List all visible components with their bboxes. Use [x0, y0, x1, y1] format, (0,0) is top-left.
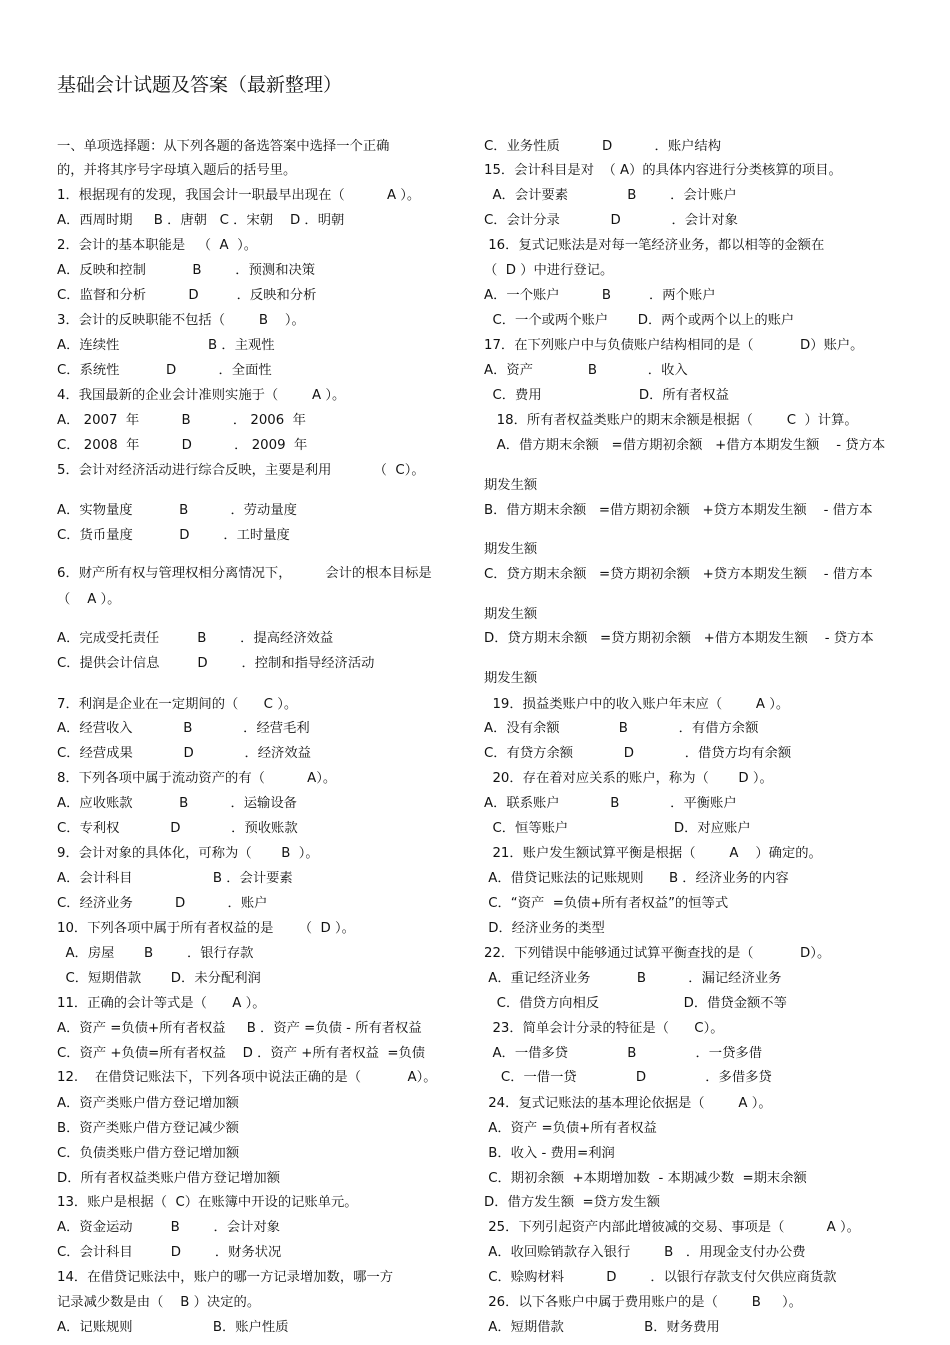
right-line-4: C．会计分录 D ．会计对象: [484, 213, 738, 228]
left-line-39: C．负债类账户借方登记增加额: [57, 1146, 240, 1161]
right-line-9: 17．在下列账户中与负债账户结构相同的是（ D）账户。: [484, 338, 864, 353]
left-line-5: 2．会计的基本职能是 （ A ）。: [57, 238, 258, 253]
right-line-19: D．贷方期末余额 =贷方期初余额 +借方本期发生额 - 贷方本: [484, 631, 874, 646]
right-line-41: D．借方发生额 =贷方发生额: [484, 1195, 661, 1210]
right-line-17: C．贷方期末余额 =贷方期初余额 +贷方本期发生额 - 借方本: [484, 567, 873, 582]
left-line-15: A．实物量度 B ．劳动量度: [57, 503, 297, 518]
right-line-36: C．一借一贷 D ．多借多贷: [484, 1070, 772, 1085]
right-line-7: A．一个账户 B ．两个账户: [484, 288, 716, 303]
left-line-20: C．提供会计信息 D ．控制和指导经济活动: [57, 656, 375, 671]
left-line-6: A．反映和控制 B ．预测和决策: [57, 263, 316, 278]
right-line-26: C．恒等账户 D．对应账户: [484, 821, 751, 836]
right-line-18: 期发生额: [484, 607, 538, 622]
right-line-34: 23．简单会计分录的特征是（ C）。: [484, 1021, 724, 1036]
left-line-44: 14．在借贷记账法中，账户的哪一方记录增加数，哪一方: [57, 1270, 394, 1285]
left-line-21: 7．利润是企业在一定期间的（ C ）。: [57, 697, 298, 712]
right-line-22: A．没有余额 B ．有借方余额: [484, 721, 759, 736]
left-line-28: A．会计科目 B ．会计要素: [57, 871, 293, 886]
left-line-29: C．经济业务 D ．账户: [57, 896, 268, 911]
right-line-42: 25．下列引起资产内部此增彼减的交易、事项是（ A ）。: [484, 1220, 860, 1235]
right-line-23: C．有贷方余额 D ．借贷方均有余额: [484, 746, 792, 761]
right-line-8: C．一个或两个账户 D．两个或两个以上的账户: [484, 313, 795, 328]
right-line-2: 15．会计科目是对 （ A）的具体内容进行分类核算的项目。: [484, 163, 842, 178]
right-line-3: A．会计要素 B ．会计账户: [484, 188, 737, 203]
right-line-46: A．短期借款 B．财务费用: [484, 1320, 720, 1335]
left-line-12: A． 2007 年 B ． 2006 年: [57, 413, 306, 428]
right-line-43: A．收回赊销款存入银行 B ．用现金支付办公费: [484, 1245, 806, 1260]
left-line-4: A．西周时期 B ．唐朝 C ．宋朝 D ．明朝: [57, 213, 345, 228]
left-line-46: A．记账规则 B．账户性质: [57, 1320, 289, 1335]
right-line-28: A．借贷记账法的记账规则 B ．经济业务的内容: [484, 871, 789, 886]
left-line-13: C． 2008 年 D ． 2009 年: [57, 438, 308, 453]
left-line-11: 4．我国最新的企业会计准则实施于（ A ）。: [57, 388, 346, 403]
right-line-32: A．重记经济业务 B ．漏记经济业务: [484, 971, 782, 986]
left-line-31: A．房屋 B ．银行存款: [57, 946, 254, 961]
right-line-25: A．联系账户 B ．平衡账户: [484, 796, 737, 811]
right-line-11: C．费用 D．所有者权益: [484, 388, 729, 403]
left-line-41: 13．账户是根据（ C）在账簿中开设的记账单元。: [57, 1195, 358, 1210]
left-line-32: C．短期借款 D．未分配利润: [57, 971, 261, 986]
left-line-17: 6．财产所有权与管理权相分离情况下， 会计的根本目标是: [57, 566, 432, 581]
right-line-27: 21．账户发生额试算平衡是根据（ A ）确定的。: [484, 846, 822, 861]
document-title: 基础会计试题及答案（最新整理）: [57, 74, 343, 96]
right-line-30: D．经济业务的类型: [484, 921, 605, 936]
right-line-37: 24．复式记账法的基本理论依据是（ A ）。: [484, 1096, 772, 1111]
right-line-33: C．借贷方向相反 D．借贷金额不等: [484, 996, 787, 1011]
left-line-22: A．经营收入 B ．经营毛利: [57, 721, 310, 736]
left-line-34: A．资产 =负债+所有者权益 B ．资产 =负债 - 所有者权益: [57, 1021, 422, 1036]
right-line-10: A．资产 B ．收入: [484, 363, 688, 378]
left-line-36: 12. 在借贷记账法下，下列各项中说法正确的是（ A）。: [57, 1070, 437, 1085]
right-line-1: C．业务性质 D ．账户结构: [484, 139, 722, 154]
right-line-44: C．赊购材料 D ．以银行存款支付欠供应商货款: [484, 1270, 837, 1285]
right-line-31: 22．下列错误中能够通过试算平衡查找的是（ D）。: [484, 946, 831, 961]
right-line-16: 期发生额: [484, 542, 538, 557]
left-line-40: D．所有者权益类账户借方登记增加额: [57, 1171, 280, 1186]
right-line-5: 16．复式记账法是对每一笔经济业务，都以相等的金额在: [484, 238, 825, 253]
right-line-21: 19．损益类账户中的收入账户年末应（ A ）。: [484, 697, 790, 712]
right-line-13: A．借方期末余额 =借方期初余额 +借方本期发生额 - 贷方本: [484, 438, 886, 453]
left-line-7: C．监督和分析 D ．反映和分析: [57, 288, 317, 303]
right-line-12: 18．所有者权益类账户的期末余额是根据（ C ）计算。: [484, 413, 858, 428]
left-line-30: 10．下列各项中属于所有者权益的是 （ D ）。: [57, 921, 355, 936]
left-line-33: 11．正确的会计等式是（ A ）。: [57, 996, 266, 1011]
left-line-10: C．系统性 D ．全面性: [57, 363, 272, 378]
left-line-26: C．专利权 D ．预收账款: [57, 821, 298, 836]
left-line-23: C．经营成果 D ．经济效益: [57, 746, 311, 761]
left-line-2: 的，并将其序号字母填入题后的括号里。: [57, 163, 297, 178]
left-line-45: 记录减少数是由（ B ）决定的。: [57, 1295, 261, 1310]
left-line-19: A．完成受托责任 B ．提高经济效益: [57, 631, 334, 646]
right-line-39: B．收入 - 费用=利润: [484, 1146, 615, 1161]
right-line-20: 期发生额: [484, 671, 538, 686]
left-line-27: 9．会计对象的具体化，可称为（ B ）。: [57, 846, 319, 861]
left-line-1: 一、单项选择题：从下列各题的备选答案中选择一个正确: [57, 139, 390, 154]
right-line-40: C．期初余额 +本期增加数 - 本期减少数 =期末余额: [484, 1171, 807, 1186]
right-line-6: （ D ）中进行登记。: [484, 263, 614, 278]
left-line-24: 8．下列各项中属于流动资产的有（ A）。: [57, 771, 337, 786]
left-line-8: 3．会计的反映职能不包括（ B ）。: [57, 313, 305, 328]
left-line-3: 1．根据现有的发现，我国会计一职最早出现在（ A ）。: [57, 188, 421, 203]
right-line-29: C．“资产 =负债+所有者权益”的恒等式: [484, 896, 729, 911]
left-line-25: A．应收账款 B ．运输设备: [57, 796, 297, 811]
right-line-35: A．一借多贷 B ．一贷多借: [484, 1046, 762, 1061]
left-line-16: C．货币量度 D ．工时量度: [57, 528, 290, 543]
left-line-18: （ A ）。: [57, 592, 121, 607]
right-line-15: B．借方期末余额 =借方期初余额 +贷方本期发生额 - 借方本: [484, 503, 873, 518]
left-line-42: A．资金运动 B ．会计对象: [57, 1220, 281, 1235]
right-line-45: 26．以下各账户中属于费用账户的是（ B ）。: [484, 1295, 802, 1310]
left-line-35: C．资产 +负债=所有者权益 D ．资产 +所有者权益 =负债: [57, 1046, 426, 1061]
right-line-24: 20．存在着对应关系的账户，称为（ D ）。: [484, 771, 773, 786]
right-line-14: 期发生额: [484, 478, 538, 493]
left-line-37: A．资产类账户借方登记增加额: [57, 1096, 239, 1111]
left-line-43: C．会计科目 D ．财务状况: [57, 1245, 282, 1260]
left-line-9: A．连续性 B ．主观性: [57, 338, 275, 353]
right-line-38: A．资产 =负债+所有者权益: [484, 1121, 657, 1136]
left-line-38: B．资产类账户借方登记减少额: [57, 1121, 239, 1136]
left-line-14: 5．会计对经济活动进行综合反映，主要是利用 （ C）。: [57, 463, 425, 478]
